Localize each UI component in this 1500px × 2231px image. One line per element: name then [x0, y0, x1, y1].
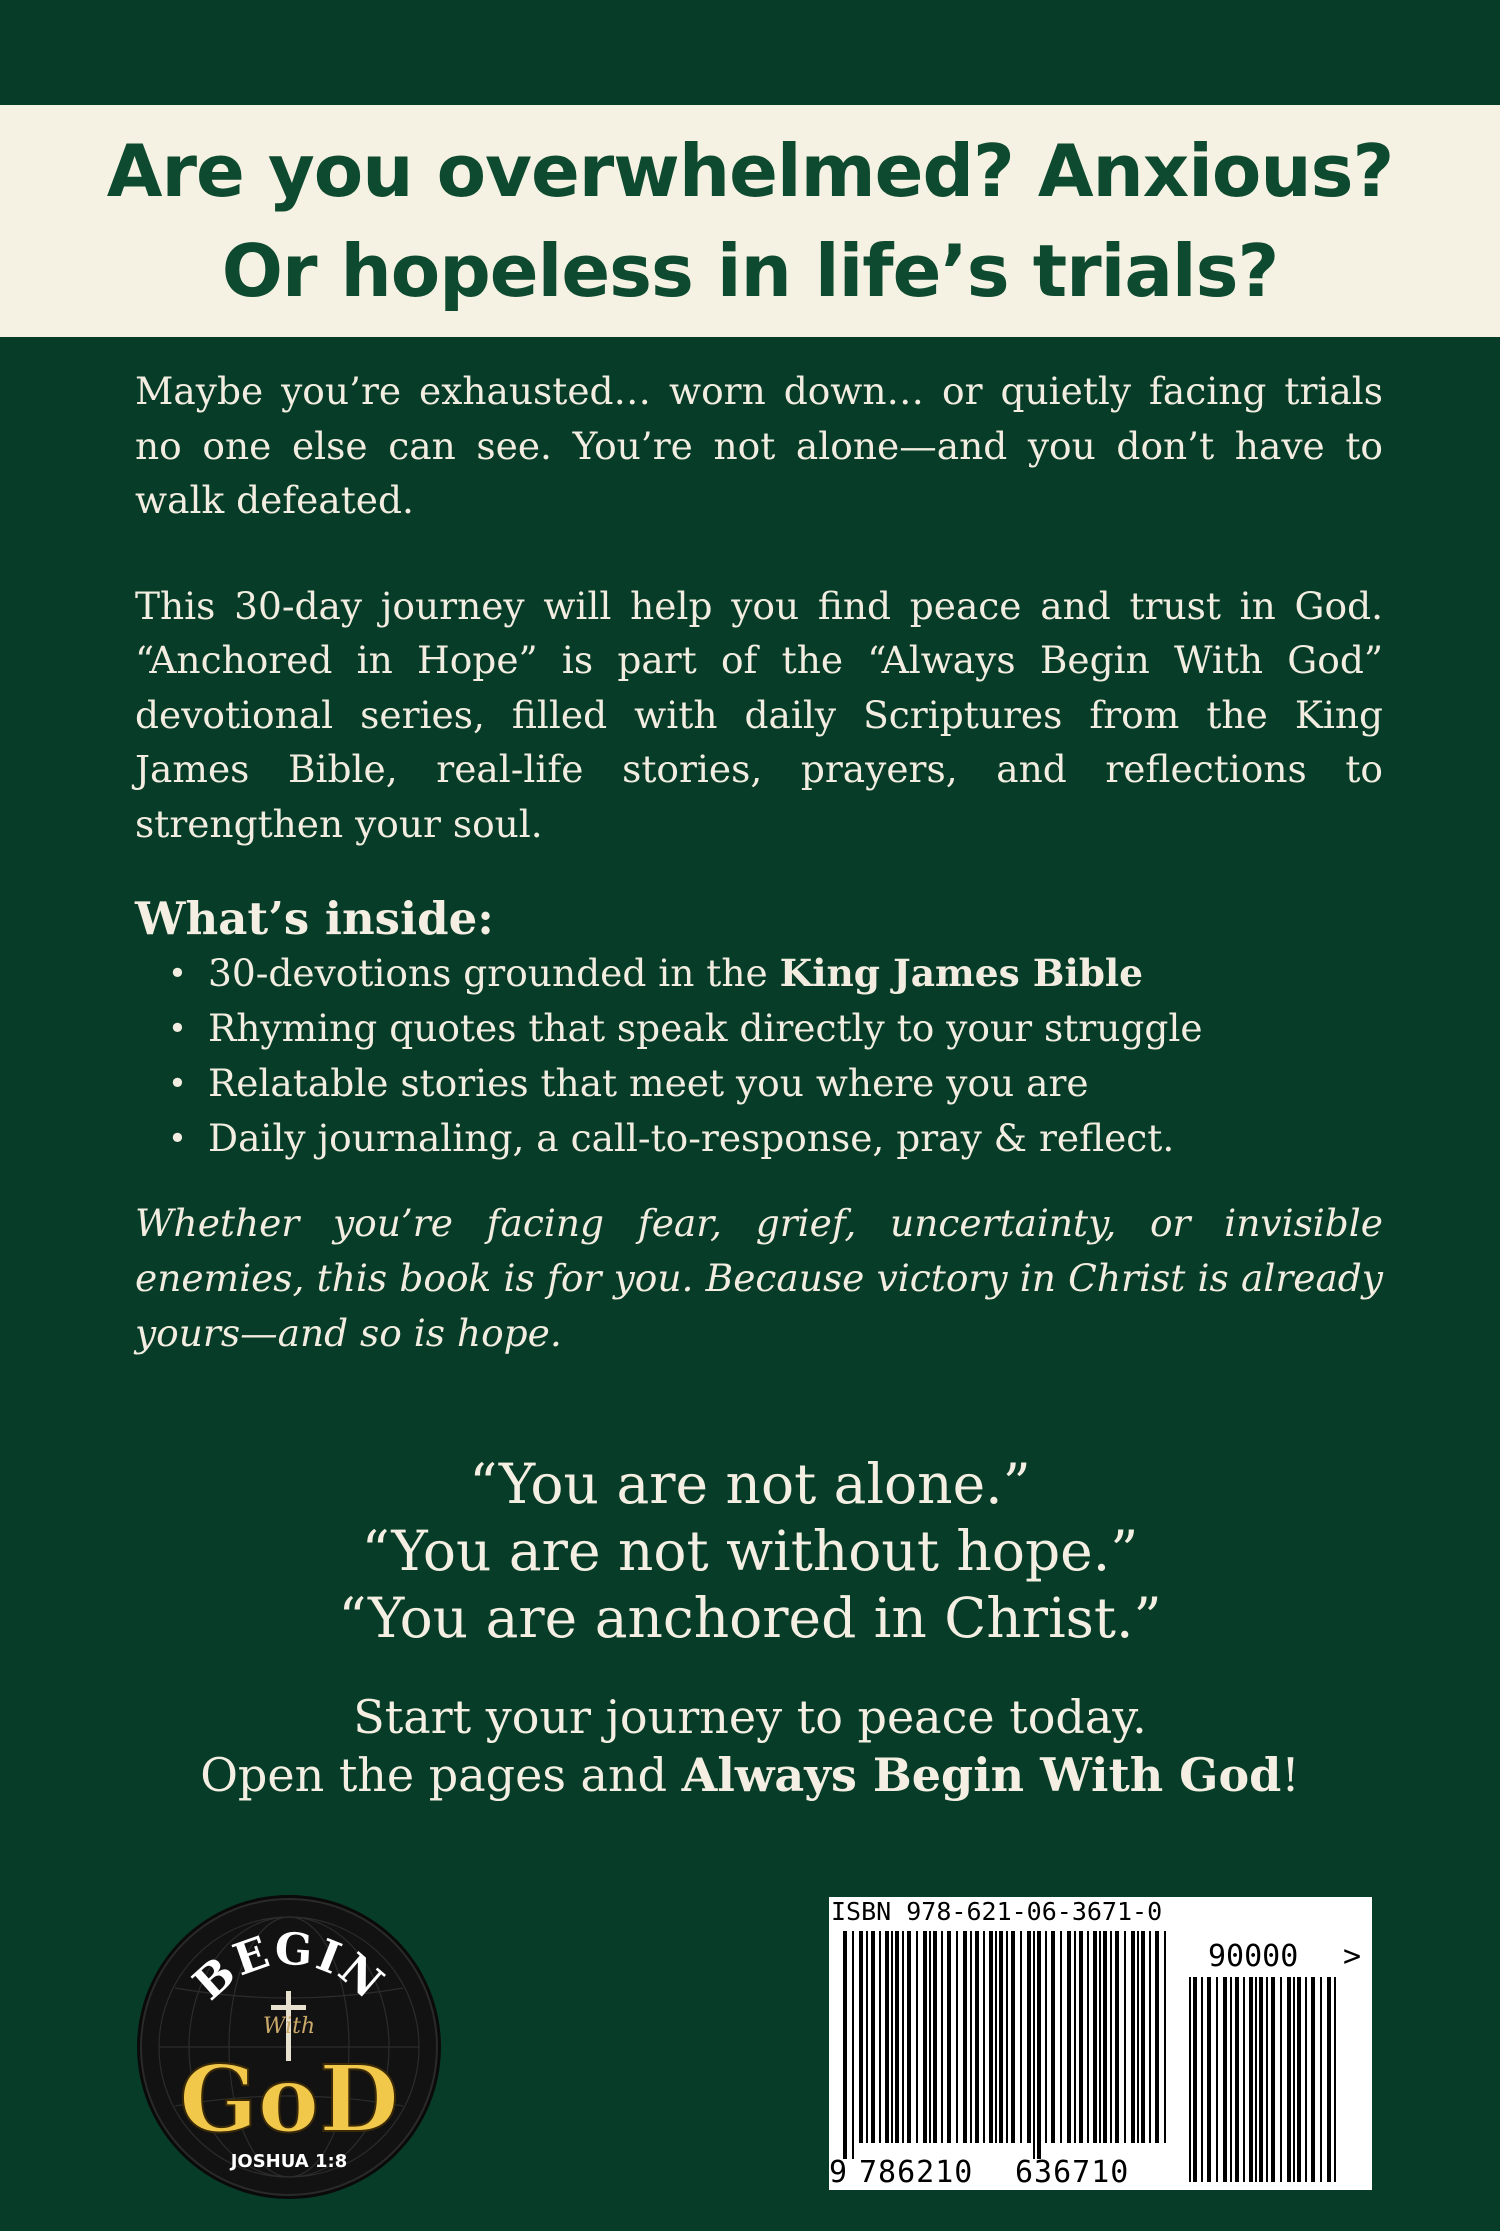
barcode-bar: [1115, 1931, 1119, 2143]
quote-line-2: “You are not without hope.”: [361, 1519, 1139, 1583]
list-item: [135, 1111, 1383, 1166]
barcode-bar: [923, 1931, 927, 2143]
addon-barcode-bars: [1189, 1977, 1339, 2187]
barcode-bar: [1020, 1931, 1022, 2143]
barcode-bar: [1011, 1931, 1015, 2143]
barcode-bar: [1006, 1931, 1008, 2143]
cta-suffix: !: [1281, 1748, 1300, 1802]
list-item: [135, 1001, 1383, 1056]
price-marker: >: [1343, 1939, 1362, 1974]
barcode-bar: [885, 1931, 889, 2143]
description-block: [135, 364, 1383, 1399]
headline-line-2: Or hopeless in life’s trials?: [221, 229, 1279, 313]
logo-badge-icon: [135, 1893, 443, 2201]
barcode-bar: [895, 1931, 899, 2143]
barcode-bar: [1193, 1977, 1197, 2182]
barcode-bar: [1216, 1977, 1218, 2182]
barcode-bar: [1110, 1931, 1112, 2143]
barcode-bar: [1099, 1931, 1101, 2143]
barcode-bar: [1320, 1977, 1322, 2182]
barcode-bar: [1207, 1977, 1211, 2182]
barcode-bar: [1327, 1977, 1331, 2182]
list-item-text: Relatable stories that meet you where you are: [208, 1061, 1089, 1105]
barcode-bar: [916, 1931, 918, 2143]
barcode-bar: [1293, 1977, 1295, 2182]
bullet-icon: •: [168, 1119, 187, 1157]
isbn-label: ISBN 978-621-06-3671-0: [831, 1897, 1163, 1926]
barcode-bar: [902, 1931, 904, 2143]
quote-line-1: “You are not alone.”: [469, 1452, 1031, 1516]
barcode-bar: [891, 1931, 893, 2143]
barcode-bar: [1287, 1977, 1291, 2182]
barcode-bar: [947, 1931, 951, 2143]
barcode-bar: [1149, 1931, 1151, 2143]
barcode-bar: [1037, 1931, 1041, 2159]
intro-paragraph-1: Maybe you’re exhausted… worn down… or quietly facing trials no one else can see. You’re not alone—and you don’t have to walk defeated.: [135, 369, 1383, 522]
barcode-bar: [956, 1931, 958, 2143]
cta-line-2: [0, 1746, 1500, 1804]
barcode-bar: [859, 1931, 863, 2143]
barcode-bar: [1311, 1977, 1315, 2182]
barcode-bar: [1027, 1931, 1031, 2143]
barcode-bar: [879, 1931, 881, 2143]
barcode-bar: [1093, 1931, 1097, 2143]
cta-series-name: Always Begin With God: [681, 1748, 1282, 1802]
main-barcode-bars: [843, 1931, 1173, 2161]
bullet-icon: •: [168, 954, 187, 992]
barcode-bar: [983, 1931, 985, 2143]
logo-reference-text: JOSHUA 1:8: [230, 2151, 348, 2172]
barcode-bar: [1033, 1931, 1035, 2159]
barcode-bar: [1155, 1931, 1159, 2143]
intro-paragraph-2: This 30-day journey will help you find peace and trust in God. “Anchored in Hope” is part of the “Always Begin With God” devotional series, filled with daily Scriptures from the King James Bible, real-life stories, prayers, and reflections to strengthen your soul.: [135, 583, 1383, 846]
begin-with-god-logo: [135, 1893, 443, 2201]
barcode-bar: [866, 1931, 868, 2143]
barcode-bar: [1060, 1931, 1062, 2143]
closing-italic-paragraph: Whether you’re facing fear, grief, uncertainty, or invisible enemies, this book is for you. Because victory in Christ is already yours—and so is hope.: [135, 1201, 1383, 1355]
barcode-bar: [989, 1931, 993, 2143]
barcode-bar: [1243, 1977, 1245, 2182]
barcode-bar: [1189, 1977, 1191, 2182]
barcode-digits-right: 636710: [1015, 2155, 1130, 2190]
barcode-bar: [1087, 1931, 1089, 2143]
isbn-barcode: [829, 1897, 1372, 2190]
barcode-bar: [1201, 1977, 1203, 2182]
barcode-bar: [1074, 1931, 1076, 2143]
barcode-bar: [1045, 1931, 1047, 2143]
headline-line-1: Are you overwhelmed? Anxious?: [106, 129, 1394, 213]
barcode-bar: [1235, 1977, 1239, 2182]
barcode-bar: [1137, 1931, 1139, 2143]
headline-banner: [0, 105, 1500, 337]
call-to-action: [0, 1688, 1500, 1804]
cta-line-1: Start your journey to peace today.: [353, 1690, 1147, 1744]
barcode-bar: [1266, 1977, 1268, 2182]
barcode-bar: [1334, 1977, 1336, 2182]
barcode-bar: [995, 1931, 997, 2143]
quote-block: [0, 1451, 1500, 1652]
barcode-bar: [852, 1931, 854, 2159]
logo-main-text: GoD: [179, 2045, 399, 2153]
barcode-bar: [1249, 1977, 1253, 2182]
barcode-bar: [1164, 1931, 1166, 2143]
barcode-bar: [975, 1931, 979, 2143]
barcode-bar: [1230, 1977, 1232, 2182]
barcode-bar: [1271, 1977, 1275, 2182]
price-code: 90000: [1208, 1939, 1299, 1974]
barcode-bar: [1223, 1977, 1227, 2182]
barcode-bar: [1305, 1977, 1307, 2182]
bullet-icon: •: [168, 1064, 187, 1102]
list-item-text: Rhyming quotes that speak directly to your struggle: [208, 1006, 1203, 1050]
list-item-bold: King James Bible: [779, 951, 1144, 995]
barcode-bar: [1131, 1931, 1135, 2143]
barcode-bar: [929, 1931, 931, 2143]
barcode-bar: [1124, 1931, 1126, 2143]
list-item-text: Daily journaling, a call-to-response, pray & reflect.: [208, 1116, 1175, 1160]
barcode-bar: [871, 1931, 875, 2143]
whats-inside-list: [135, 946, 1383, 1166]
logo-top-text: BEGIN: [183, 1923, 395, 2011]
list-item: [135, 946, 1383, 1001]
barcode-bar: [1297, 1977, 1301, 2182]
barcode-bar: [941, 1931, 943, 2143]
barcode-bar: [907, 1931, 911, 2143]
barcode-bar: [1051, 1931, 1055, 2143]
barcode-bar: [970, 1931, 972, 2143]
logo-script-text: With: [262, 2014, 316, 2039]
barcode-bar: [963, 1931, 967, 2143]
cta-prefix: Open the pages and: [200, 1748, 682, 1802]
barcode-bar: [1141, 1931, 1145, 2143]
barcode-bar: [1103, 1931, 1107, 2143]
barcode-digits-left: 786210: [859, 2155, 974, 2190]
barcode-bar: [843, 1931, 847, 2159]
list-item: [135, 1056, 1383, 1111]
barcode-lead-digit: 9: [829, 2155, 848, 2190]
barcode-bar: [933, 1931, 937, 2143]
whats-inside-heading: What’s inside:: [135, 892, 494, 945]
barcode-bar: [999, 1931, 1003, 2143]
quote-line-3: “You are anchored in Christ.”: [338, 1586, 1162, 1650]
barcode-bar: [1067, 1931, 1071, 2143]
list-item-text: 30-devotions grounded in the: [208, 951, 780, 995]
bullet-icon: •: [168, 1009, 187, 1047]
barcode-bar: [1079, 1931, 1083, 2143]
barcode-bar: [1280, 1977, 1282, 2182]
barcode-bar: [1255, 1977, 1257, 2182]
barcode-bar: [1259, 1977, 1263, 2182]
